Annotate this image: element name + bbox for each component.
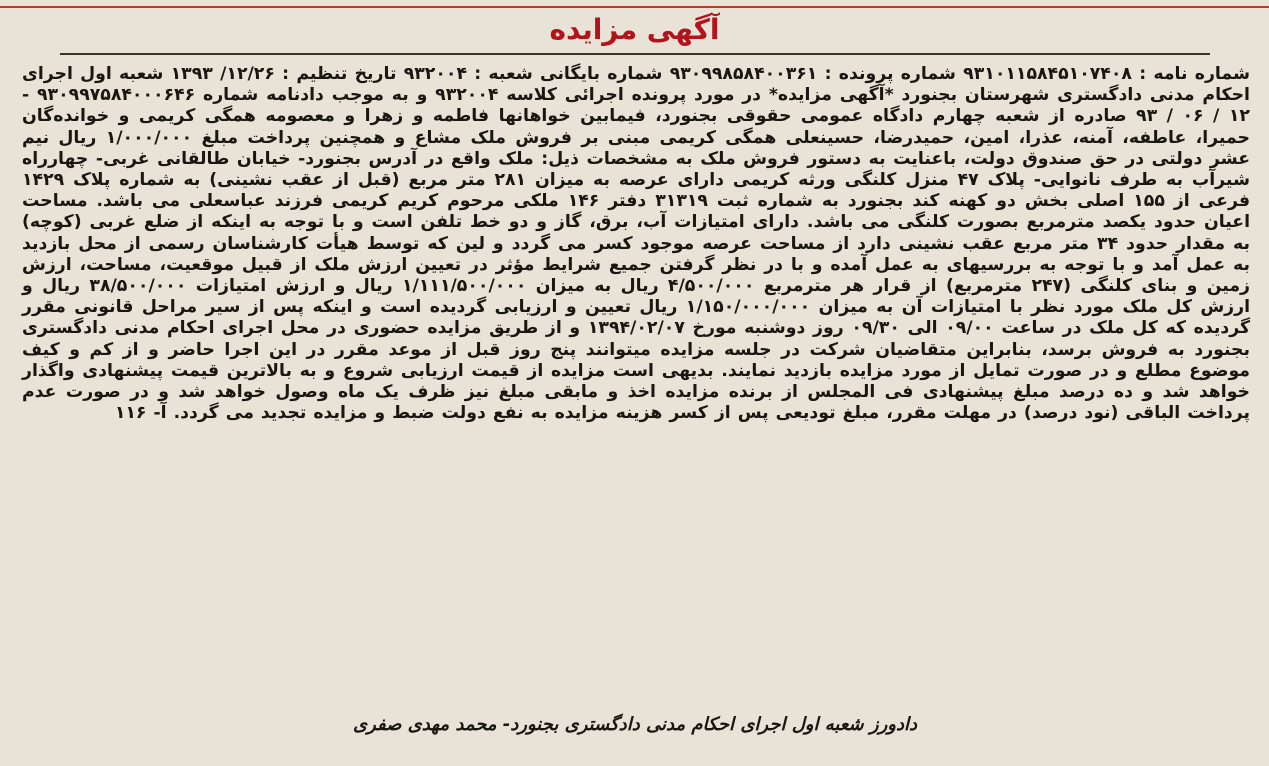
- notice-paragraph: شماره نامه : ۹۳۱۰۱۱۵۸۴۵۱۰۷۴۰۸ شماره پرونده : ۹۳۰۹۹۸۵۸۴۰۰۳۶۱ شماره بایگانی شعبه : ۹۳۲۰۰۴ تاریخ تنظیم : ۱۲/۲۶/ ۱۳۹۳ شعبه اول اجرای احکام مدنی دادگستری شهرستان بجنورد *آگهی مزایده* در مورد پرونده اجرائی کلاسه ۹۳۲۰۰۴ و به موجب دادنامه شماره ۹۳۰۹۹۷۵۸۴۰۰۰۶۴۶ - ۱۲ / ۰۶ / ۹۳ صادره از شعبه چهارم دادگاه عمومی حقوقی بجنورد، فیمابین خواهانها فاطمه و زهرا و معصومه همگی کریمی و خوانده‌گان حمیرا، عاطفه، آمنه، عذرا، امین، حمیدرضا، حسینعلی همگی کریمی مبنی بر فروش ملک مشاع و همچنین پرداخت مبلغ ۱/۰۰۰/۰۰۰ ریال نیم عشر دولتی در حق صندوق دولت، باعنایت به دستور فروش ملک به مشخصات ذیل: ملک واقع در آدرس بجنورد- خیابان طالقانی غربی- چهارراه شیرآب به طرف نانوایی- پلاک ۴۷ منزل کلنگی ورثه کریمی دارای عرصه به میزان ۲۸۱ متر مربع (قبل از عقب نشینی) به شماره پلاک ۱۴۲۹ فرعی از ۱۵۵ اصلی بخش دو کهنه کند بجنورد به شماره ثبت ۳۱۳۱۹ دفتر ۱۴۶ ملکی مرحوم کریم کریمی فرزند عباسعلی می باشد. مساحت اعیان حدود یکصد مترمربع بصورت کلنگی می باشد. دارای امتیازات آب، برق، گاز و دو خط تلفن است و با توجه به اینکه از ضلع غربی (کوچه) به مقدار حدود ۳۴ متر مربع عقب نشینی دارد از مساحت عرصه موجود کسر می گردد و لین که توسط هیأت کارشناسان رسمی از محل بازدید به عمل آمد و با توجه به بررسیهای به عمل آمده و با در نظر گرفتن جمیع شرایط مؤثر در تعیین ارزش ملک از قبیل موقعیت، مساحت، ارزش زمین و بنای کلنگی (۲۴۷ مترمربع) از قرار هر مترمربع ۴/۵۰۰/۰۰۰ ریال به میزان ۱/۱۱۱/۵۰۰/۰۰۰ ریال و ارزش امتیازات ۳۸/۵۰۰/۰۰۰ ریال و ارزش کل ملک مورد نظر با امتیازات آن به میزان ۱/۱۵۰/۰۰۰/۰۰۰ ریال تعیین و ارزیابی گردیده است و اینکه پس از سیر مراحل قانونی مقرر گردیده که کل ملک در ساعت ۰۹/۰۰ الی ۰۹/۳۰ روز دوشنبه مورخ ۱۳۹۴/۰۲/۰۷ و از طریق مزایده حضوری در محل اجرای احکام مدنی دادگستری بجنورد به فروش برسد، بنابراین متقاضیان شرکت در جلسه مزایده میتوانند پنج روز قبل از موعد مقرر در این اجرا حاضر و از کم و کیف موضوع مطلع و در صورت تمایل از مورد مزایده بازدید نمایند. بدیهی است مزایده از قیمت ارزیابی شروع و به بالاترین قیمت پیشنهادی واگذار خواهد شد و ده درصد مبلغ پیشنهادی فی المجلس از برنده مزایده اخذ و مابقی مبلغ نیز ظرف یک ماه وصول خواهد شد و در صورت عدم پرداخت الباقی (نود درصد) در مهلت مقرر، مبلغ تودیعی پس از کسر هزینه مزایده به نفع دولت ضبط و مزایده تجدید می گردد. آ- ۱۱۶: [22, 64, 1251, 424]
- notice-body: [22, 64, 1250, 424]
- top-border-line: [0, 6, 1269, 8]
- title-divider: [60, 53, 1210, 55]
- notice-signature: دادورز شعبه اول اجرای احکام مدنی دادگستری بجنورد- محمد مهدی صفری: [353, 714, 917, 735]
- notice-title: آگهی مزایده: [549, 13, 720, 46]
